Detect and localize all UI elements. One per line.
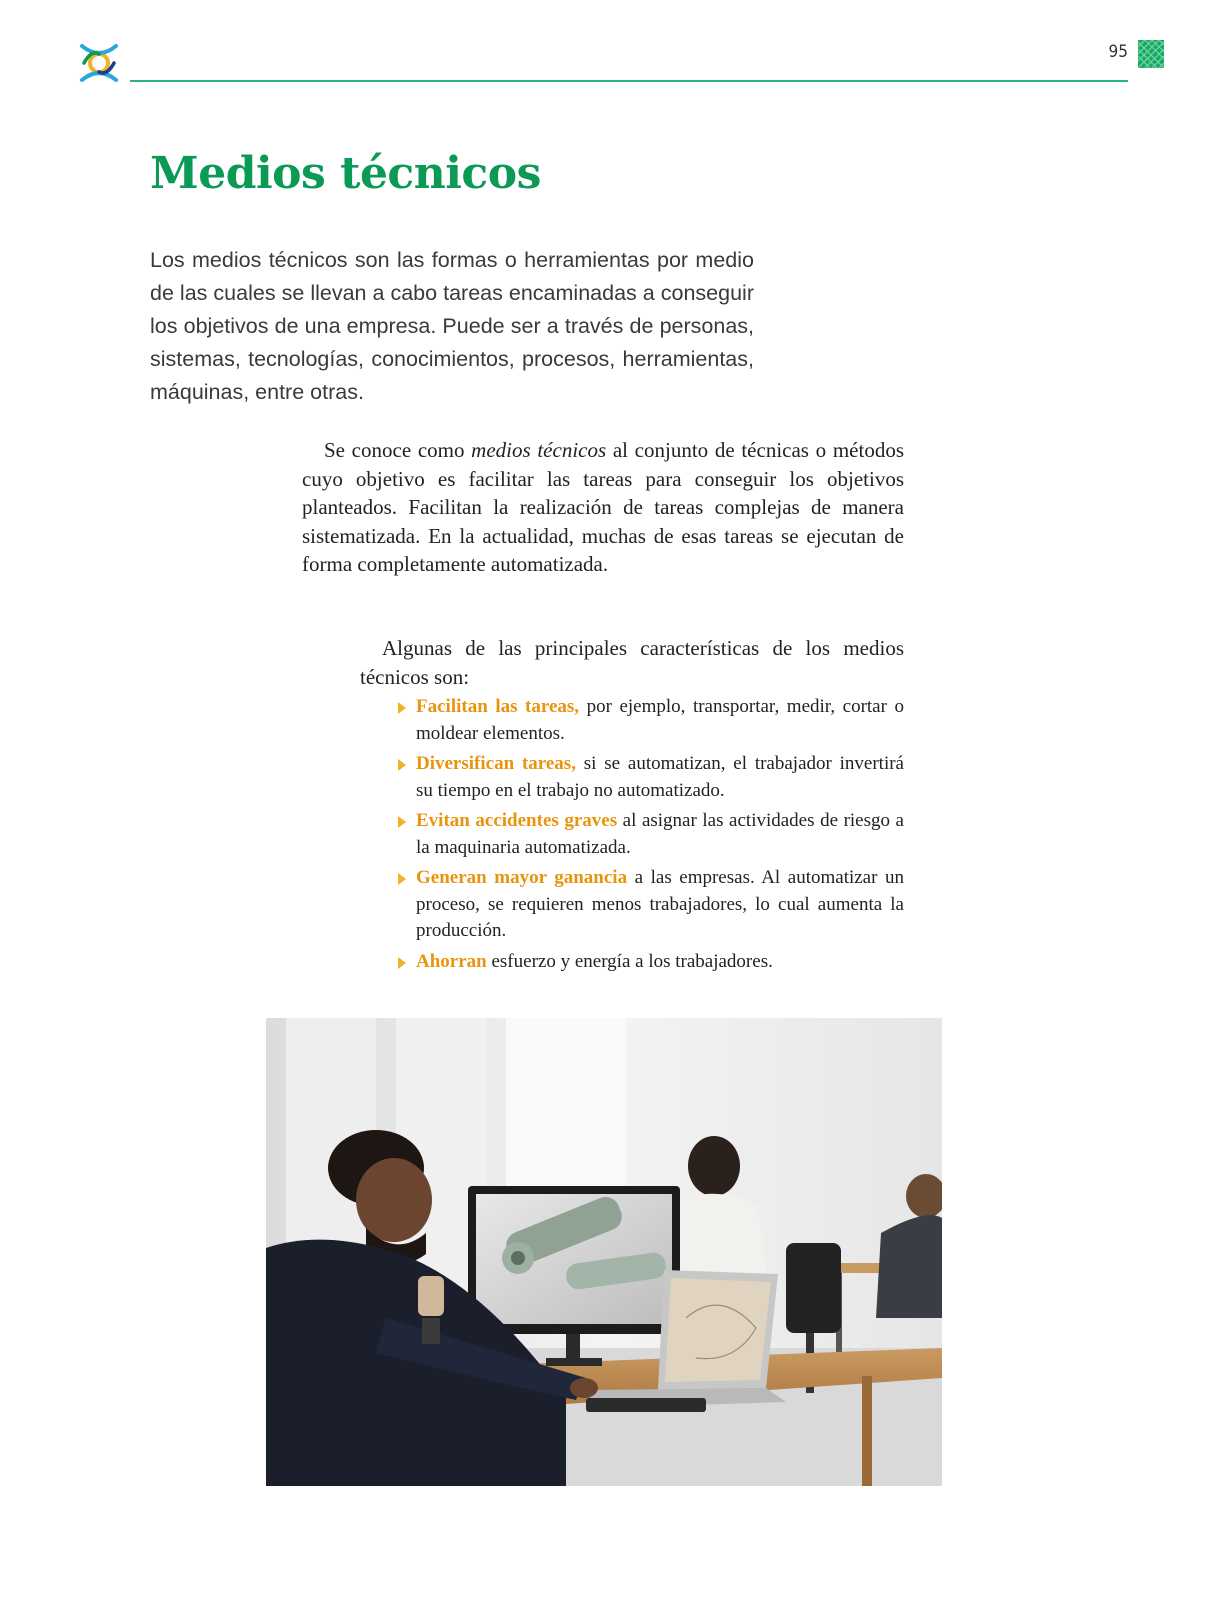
list-item-text: esfuerzo y energía a los trabajadores. <box>486 950 773 972</box>
book-series-logo-icon <box>76 40 122 86</box>
list-item <box>398 949 904 976</box>
header-rule <box>130 80 1128 82</box>
triangle-bullet-icon <box>398 702 406 714</box>
triangle-bullet-icon <box>398 873 406 885</box>
office-workers-photo <box>266 1018 942 1486</box>
list-item <box>398 751 904 804</box>
list-item <box>398 865 904 945</box>
list-item-highlight: Diversifican tareas, <box>416 753 576 774</box>
triangle-bullet-icon <box>398 957 406 969</box>
intro-paragraph: Los medios técnicos son las formas o herramientas por medio de las cuales se llevan a cabo tareas encaminadas a conseguir los objetivos de una empresa. Puede ser a través de personas, sistemas, tecnologías, conocimientos, procesos, herramientas, máquinas, entre otras. <box>150 248 754 404</box>
page-corner-pattern-icon <box>1138 40 1164 68</box>
list-item-highlight: Evitan accidentes graves <box>416 810 618 831</box>
characteristics-intro: Algunas de las principales características de los medios técnicos son: <box>360 636 904 689</box>
list-item-highlight: Facilitan las tareas, <box>416 696 580 717</box>
definition-text-after: al conjunto de técnicas o métodos cuyo objetivo es facilitar las tareas para conseguir los objetivos planteados. Facilitan la realización de tareas complejas de manera sistematizada. En la actualidad, muchas de esas tareas se ejecutan de forma completamente automatizada. <box>302 438 904 576</box>
definition-emphasis: medios técnicos <box>471 438 607 462</box>
page-title: Medios técnicos <box>150 148 541 199</box>
definition-paragraph <box>302 436 904 579</box>
list-item-text: al asignar las actividades de riesgo a la maquinaria automatizada. <box>416 810 904 858</box>
triangle-bullet-icon <box>398 816 406 828</box>
list-item-highlight: Generan mayor ganancia <box>416 867 628 888</box>
list-item <box>398 808 904 861</box>
list-item-highlight: Ahorran <box>416 950 487 972</box>
list-item-text: por ejemplo, transportar, medir, cortar o moldear elementos. <box>416 696 904 744</box>
page-number: 95 <box>1108 42 1128 62</box>
triangle-bullet-icon <box>398 759 406 771</box>
list-item-text: si se automatizan, el trabajador invertirá su tiempo en el trabajo no automatizado. <box>416 753 904 801</box>
definition-text-before: Se conoce como <box>324 438 472 462</box>
list-item <box>398 694 904 747</box>
characteristics-list <box>398 694 904 979</box>
list-item-text: a las empresas. Al automatizar un proceso, se requieren menos trabajadores, lo cual aumenta la producción. <box>416 867 904 941</box>
